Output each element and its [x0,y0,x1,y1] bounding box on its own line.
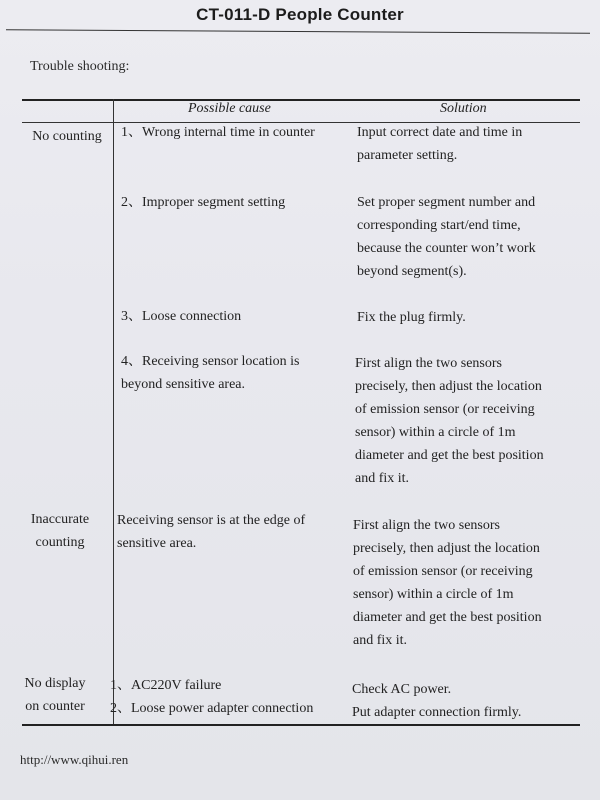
solution-line: Fix the plug firmly. [357,310,466,325]
cause-line: 1、Wrong internal time in counter [121,125,315,140]
solution-line: parameter setting. [357,148,458,163]
solution-line: diameter and get the best position [355,448,544,463]
table-bottom-rule [22,724,580,726]
page-title: CT-011-D People Counter [196,5,404,24]
cause-line: sensitive area. [117,536,197,551]
cause-cell [121,121,315,144]
cause-line: 2、Loose power adapter connection [110,701,314,716]
header-divider [6,29,590,34]
solution-line: sensor) within a circle of 1m [353,587,514,602]
cause-line: 3、Loose connection [121,309,242,324]
section-label: Trouble shooting: [30,59,130,74]
solution-line: precisely, then adjust the location [353,541,540,556]
solution-line: sensor) within a circle of 1m [355,425,516,440]
cause-cell [121,350,299,396]
table-column-divider [113,99,114,725]
cause-line: 2、Improper segment setting [121,195,286,210]
cause-cell [121,305,241,328]
solution-line: diameter and get the best position [353,610,542,625]
problem-cell [14,672,96,718]
solution-line: of emission sensor (or receiving [355,402,535,417]
problem-cell [22,125,112,148]
solution-line: and fix it. [355,471,410,486]
solution-line: First align the two sensors [353,518,500,533]
problem-line: on counter [25,699,85,714]
column-header-cause: Possible cause [188,101,271,116]
solution-line: corresponding start/end time, [357,218,521,233]
solution-line: because the counter won’t work [357,241,536,256]
solution-line: of emission sensor (or receiving [353,564,533,579]
cause-line: beyond sensitive area. [121,377,246,392]
solution-line: and fix it. [353,633,408,648]
problem-cell [18,508,102,554]
cause-cell [110,674,313,720]
solution-cell [352,678,521,724]
column-header-solution: Solution [440,101,487,116]
problem-line: No display [24,676,86,691]
solution-line: Check AC power. [352,682,452,697]
problem-line: Inaccurate [30,512,90,527]
footer-url: http://www.qihui.ren [20,752,129,767]
solution-cell [357,191,536,283]
solution-cell [357,121,522,167]
cause-line: 1、AC220V failure [110,678,222,693]
cause-line: 4、Receiving sensor location is [121,354,300,369]
solution-line: precisely, then adjust the location [355,379,542,394]
solution-cell [355,352,544,490]
problem-line: counting [35,535,85,550]
solution-line: Input correct date and time in [357,125,523,140]
solution-cell [357,306,466,329]
table-top-rule [22,99,580,101]
solution-cell [353,514,542,652]
solution-line: First align the two sensors [355,356,502,371]
solution-line: Put adapter connection firmly. [352,705,522,720]
cause-cell [117,509,305,555]
cause-cell [121,191,285,214]
cause-line: Receiving sensor is at the edge of [117,513,306,528]
solution-line: beyond segment(s). [357,264,467,279]
solution-line: Set proper segment number and [357,195,536,210]
problem-line: No counting [32,129,102,144]
